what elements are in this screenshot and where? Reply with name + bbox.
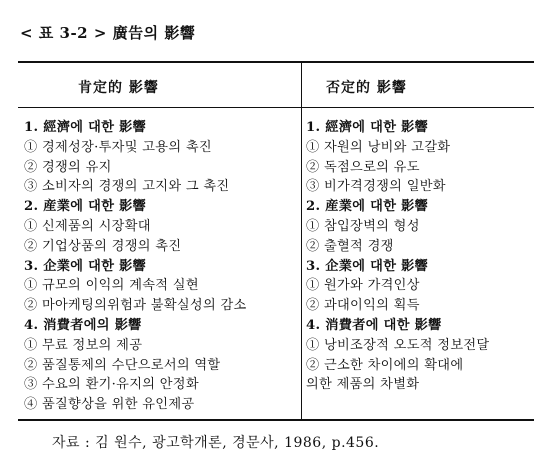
source-note: 자료 : 김 원수, 광고학개론, 경문사, 1986, p.456. <box>52 435 380 451</box>
positive-effect-section-heading: 3. 企業에 대한 影響 <box>24 258 147 274</box>
positive-effect-item: ② 기업상품의 경쟁의 촉진 <box>24 238 182 254</box>
column-divider <box>301 63 302 419</box>
negative-effect-item: ② 독점으로의 유도 <box>306 159 420 175</box>
positive-effect-section-heading: 2. 産業에 대한 影響 <box>24 199 147 215</box>
positive-effect-item: ② 경쟁의 유지 <box>24 159 112 175</box>
positive-effect-section-heading: 1. 經濟에 대한 影響 <box>24 120 147 135</box>
negative-effect-section-heading: 4. 消費者에 대한 影響 <box>306 317 442 333</box>
positive-effect-item: ③ 소비자의 경쟁의 고지와 그 촉진 <box>24 179 230 195</box>
negative-effect-item: 의한 제품의 차별화 <box>306 377 420 393</box>
positive-effects-header: 肯定的 影響 <box>78 80 159 96</box>
negative-effects-header: 否定的 影響 <box>326 80 407 96</box>
negative-effect-item: ① 자원의 낭비와 고갈화 <box>306 139 451 155</box>
positive-effect-item: ③ 수요의 환기·유지의 안정화 <box>24 377 199 393</box>
positive-effect-item: ① 규모의 이익의 계속적 실현 <box>24 278 199 294</box>
negative-effect-item: ② 근소한 차이에의 확대에 <box>306 357 464 373</box>
negative-effects-column <box>306 118 532 395</box>
negative-effect-section-heading: 3. 企業에 대한 影響 <box>306 258 429 274</box>
positive-effect-item: ④ 품질향상을 위한 유인제공 <box>24 397 195 413</box>
negative-effect-item: ③ 비가격경쟁의 일반화 <box>306 179 446 195</box>
positive-effect-item: ② 마아케팅의위험과 불확실성의 감소 <box>24 298 247 314</box>
negative-effect-item: ① 원가와 가격인상 <box>306 278 420 294</box>
negative-effect-section-heading: 1. 經濟에 대한 影響 <box>306 120 429 135</box>
negative-effect-item: ① 낭비조장적 오도적 정보전달 <box>306 337 490 353</box>
negative-effect-item: ② 과대이익의 획득 <box>306 298 420 314</box>
positive-effect-item: ① 무료 정보의 제공 <box>24 337 143 353</box>
positive-effect-section-heading: 4. 消費者에의 影響 <box>24 317 142 333</box>
positive-effect-item: ② 품질통제의 수단으로서의 역할 <box>24 357 221 373</box>
positive-effect-item: ① 신제품의 시장확대 <box>24 218 151 234</box>
positive-effects-column <box>24 118 298 415</box>
positive-effect-item: ① 경제성장·투자및 고용의 촉진 <box>24 139 212 155</box>
header-rule <box>18 107 534 108</box>
effects-table <box>18 61 534 421</box>
negative-effect-section-heading: 2. 産業에 대한 影響 <box>306 199 429 215</box>
table-caption: < 표 3-2 > 廣告의 影響 <box>20 24 196 42</box>
negative-effect-item: ① 참입장벽의 형성 <box>306 218 420 234</box>
negative-effect-item: ② 출혈적 경쟁 <box>306 238 394 254</box>
